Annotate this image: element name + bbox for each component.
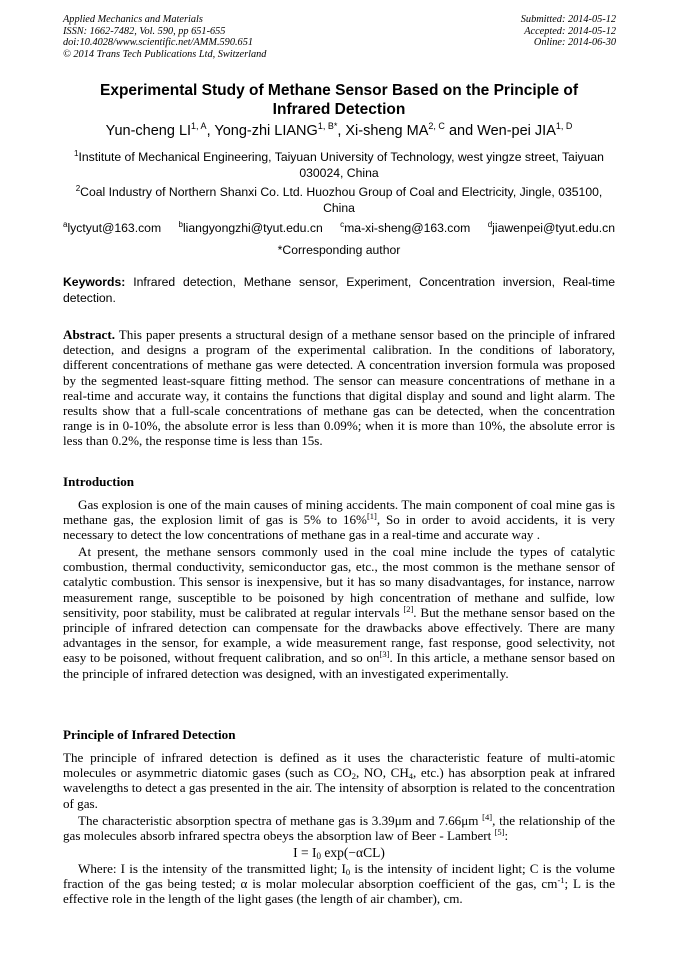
- citation-ref[interactable]: [1]: [366, 511, 377, 522]
- subscript: 2: [351, 771, 356, 782]
- subscript: 0: [316, 851, 322, 861]
- abstract-block: [63, 327, 615, 449]
- paragraph-text: :: [504, 828, 509, 844]
- author-list: [63, 122, 615, 140]
- principle-paragraph-3: [63, 861, 615, 907]
- email-address[interactable]: ma-xi-sheng@163.com: [344, 221, 471, 235]
- submitted-date: Submitted: 2014-05-12: [520, 14, 616, 25]
- citation-ref[interactable]: [5]: [494, 827, 505, 838]
- journal-doi: doi:10.4028/www.scientific.net/AMM.590.651: [63, 37, 253, 49]
- paragraph-text: ; L is the effective role in the length of the light gases (the length of air chamber), cm.: [63, 876, 616, 907]
- paragraph-text: Gas explosion is one of the main causes of mining accidents. The main component of coal mine gas is methane gas, the explosion limit of gas is 5% to 16%: [63, 497, 615, 528]
- superscript: -1: [557, 875, 565, 886]
- email-item[interactable]: [179, 220, 323, 236]
- paragraph-text: , the relationship of the gas molecules absorb infrared spectra obeys the absorption law of Beer - Lambert: [63, 813, 616, 844]
- author-name: Yong-zhi LIANG: [214, 123, 318, 139]
- online-date: Online: 2014-06-30: [533, 37, 616, 49]
- paragraph-text: The principle of infrared detection is defined as it uses the characteristic feature of multi-atomic molecules or asymmetric diatomic gases (such as CO: [63, 750, 615, 781]
- journal-copyright: © 2014 Trans Tech Publications Ltd, Switzerland: [63, 48, 267, 60]
- author-affil-mark: 1, D: [555, 121, 573, 131]
- subscript: 0: [345, 867, 351, 877]
- author-affil-mark: 1, A: [191, 121, 207, 131]
- title-line-2: Infrared Detection: [272, 101, 406, 118]
- paragraph-text: , So in order to avoid accidents, it is very necessary to detect the low concentrations of methane gas in a real-time and accurate way .: [63, 512, 615, 543]
- author-separator: and: [444, 123, 478, 139]
- affiliation-number: 2: [75, 184, 81, 193]
- keywords-block: [63, 275, 615, 306]
- author-name: Wen-pei JIA: [477, 123, 556, 139]
- title-line-1: Experimental Study of Methane Sensor Based on the Principle of: [99, 82, 578, 99]
- paragraph-text: At present, the methane sensors commonly used in the coal mine include the types of catalytic combustion, thermal conductivity, semiconductor gas, etc., the most common is the methane sensor of catalytic combustion. This sensor is inexpensive, but it has so many disadvantages, for instance, narrow measurement range, susceptible to be poisoned by high concentration of methane and sulfide, low sensitivity, poor stability, must be calibrated at regular intervals: [63, 544, 615, 620]
- citation-ref[interactable]: [2]: [403, 603, 414, 614]
- author-affil-mark: 2, C: [428, 121, 445, 131]
- author-separator: ,: [337, 123, 346, 139]
- author-name: Xi-sheng MA: [345, 123, 429, 139]
- equation-part: I = I: [293, 845, 317, 860]
- keywords-text: Infrared detection, Methane sensor, Experiment, Concentration inversion, Real-time detection.: [63, 275, 616, 305]
- principle-paragraph-1: [63, 750, 615, 811]
- citation-ref[interactable]: [4]: [482, 812, 493, 822]
- abstract-label: Abstract.: [63, 327, 115, 342]
- affiliation-2: [63, 184, 615, 216]
- principle-heading: Principle of Infrared Detection: [63, 727, 236, 742]
- email-item[interactable]: [340, 220, 470, 236]
- affiliation-text: Coal Industry of Northern Shanxi Co. Ltd. Huozhou Group of Coal and Electricity, Jingle, 035100, China: [80, 185, 603, 215]
- email-list: [63, 220, 615, 236]
- equation-part: exp(−αCL): [321, 845, 385, 860]
- citation-ref[interactable]: [3]: [379, 649, 390, 660]
- email-item[interactable]: [488, 220, 615, 236]
- paragraph-text: , etc.) has absorption peak at infrared wavelengths to detect a gas presented in the air. The intensity of absorption is related to the concentration of gas.: [63, 765, 615, 811]
- journal-info: [63, 14, 266, 60]
- journal-name: Applied Mechanics and Materials: [63, 14, 203, 25]
- keywords-label: Keywords:: [63, 275, 126, 289]
- accepted-date: Accepted: 2014-05-12: [524, 25, 616, 37]
- author-separator: ,: [206, 123, 215, 139]
- principle-paragraph-2: [63, 813, 615, 843]
- affiliation-text: Institute of Mechanical Engineering, Taiyuan University of Technology, west yingze street, Taiyuan 030024, China: [78, 150, 604, 180]
- intro-paragraph-1: [63, 497, 615, 543]
- author-name: Yun-cheng LI: [105, 123, 192, 139]
- publication-dates: [521, 14, 616, 49]
- paragraph-text: . But the methane sensor based on the principle of infrared detection can compensate for the drawbacks above effectively. There are many advantages in the sensor, for example, a wide measurement range, fast response, good selectivity, not easy to be poisoned, without frequent calibration, and so on: [63, 604, 615, 666]
- paragraph-text: is the intensity of incident light; C is the volume fraction of the gas being tested; α is molar molecular absorption coefficient of the gas, cm: [63, 861, 615, 892]
- paragraph-text: Where: I is the intensity of the transmitted light; I: [78, 861, 346, 876]
- email-address[interactable]: jiawenpei@tyut.edu.cn: [492, 221, 615, 235]
- paragraph-text: The characteristic absorption spectra of methane gas is 3.39μm and 7.66μm: [78, 813, 483, 828]
- email-item[interactable]: [63, 220, 161, 236]
- email-mark: d: [487, 220, 493, 229]
- author-affil-mark: 1, B*: [317, 121, 338, 131]
- abstract-text: This paper presents a structural design of a methane sensor based on the principle of infrared detection, and designs a program of the experimental calibration. In the conditions of laboratory, different concentrations of methane gas were detected. A concentration inversion formula was proposed by the segmented least-square fitting method. The sensor can measure concentrations of methane in a real-time and accurate way, it contains the functions that digital display and sound and light alarm. The results show that a full-scale concentrations of methane gas can be detected, when the concentration range is in 0-10%, the absolute error is less than 0.09%; when it is more than 10%, the absolute error is less than 0.2%, the response time is less than 15s.: [63, 327, 615, 449]
- paper-title: [63, 81, 615, 119]
- email-mark: a: [63, 220, 68, 229]
- affiliation-1: [63, 149, 615, 181]
- affiliation-number: 1: [74, 149, 79, 158]
- paragraph-text: . In this article, a methane sensor based on the principle of infrared detection was designed, with an investigated experimentally.: [63, 650, 616, 681]
- email-mark: c: [340, 220, 345, 229]
- email-mark: b: [178, 220, 183, 229]
- paragraph-text: , NO, CH: [355, 765, 409, 781]
- email-address[interactable]: lyctyut@163.com: [67, 221, 162, 235]
- introduction-heading: Introduction: [63, 474, 135, 489]
- beer-lambert-equation: [63, 845, 615, 861]
- intro-paragraph-2: [63, 544, 615, 681]
- journal-issn: ISSN: 1662-7482, Vol. 590, pp 651-655: [63, 25, 226, 37]
- email-address[interactable]: liangyongzhi@tyut.edu.cn: [182, 221, 323, 235]
- subscript: 4: [408, 771, 414, 782]
- corresponding-author-note: *Corresponding author: [277, 243, 401, 257]
